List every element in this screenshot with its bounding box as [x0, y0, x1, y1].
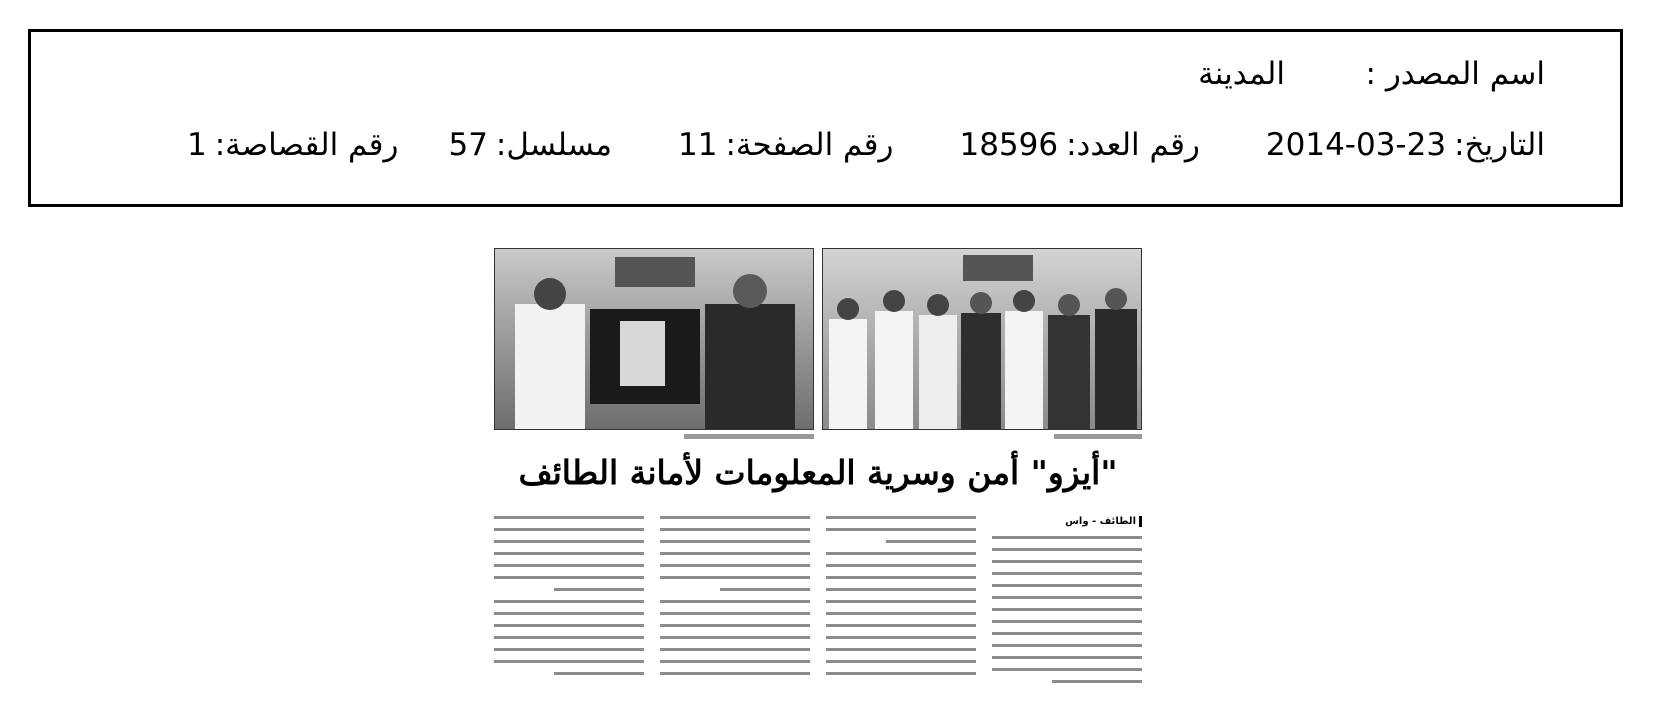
photo-group — [822, 248, 1142, 430]
meta-row — [187, 127, 1545, 163]
date-value: 2014-03-23 — [1265, 127, 1447, 163]
article-headline: "أيزو" أمن وسرية المعلومات لأمانة الطائف — [518, 453, 1118, 492]
issue-value: 18596 — [959, 127, 1059, 163]
newspaper-clipping — [494, 248, 1142, 710]
article-column — [826, 516, 976, 706]
source-value: المدينة — [1198, 56, 1285, 92]
photo-award-presentation — [494, 248, 814, 430]
page-value: 11 — [678, 127, 718, 163]
issue-label: رقم العدد: — [1066, 127, 1200, 163]
serial-label: مسلسل: — [495, 127, 613, 163]
clip-value: 1 — [187, 127, 207, 163]
clipping-header — [28, 29, 1623, 207]
article-column — [992, 516, 1142, 706]
source-row — [1198, 56, 1545, 92]
serial-value: 57 — [448, 127, 488, 163]
article-body — [494, 516, 1142, 708]
photo-caption-left — [684, 434, 814, 439]
page-label: رقم الصفحة: — [725, 127, 894, 163]
article-column — [660, 516, 810, 706]
photo-caption-right — [1054, 434, 1142, 439]
source-label: اسم المصدر : — [1365, 56, 1545, 92]
article-column — [494, 516, 644, 706]
date-label: التاريخ: — [1454, 127, 1545, 163]
article-dateline: الطائف - واس — [1065, 516, 1142, 527]
photo-award-svg — [495, 249, 814, 430]
photo-group-svg — [823, 249, 1142, 430]
clip-label: رقم القصاصة: — [214, 127, 399, 163]
